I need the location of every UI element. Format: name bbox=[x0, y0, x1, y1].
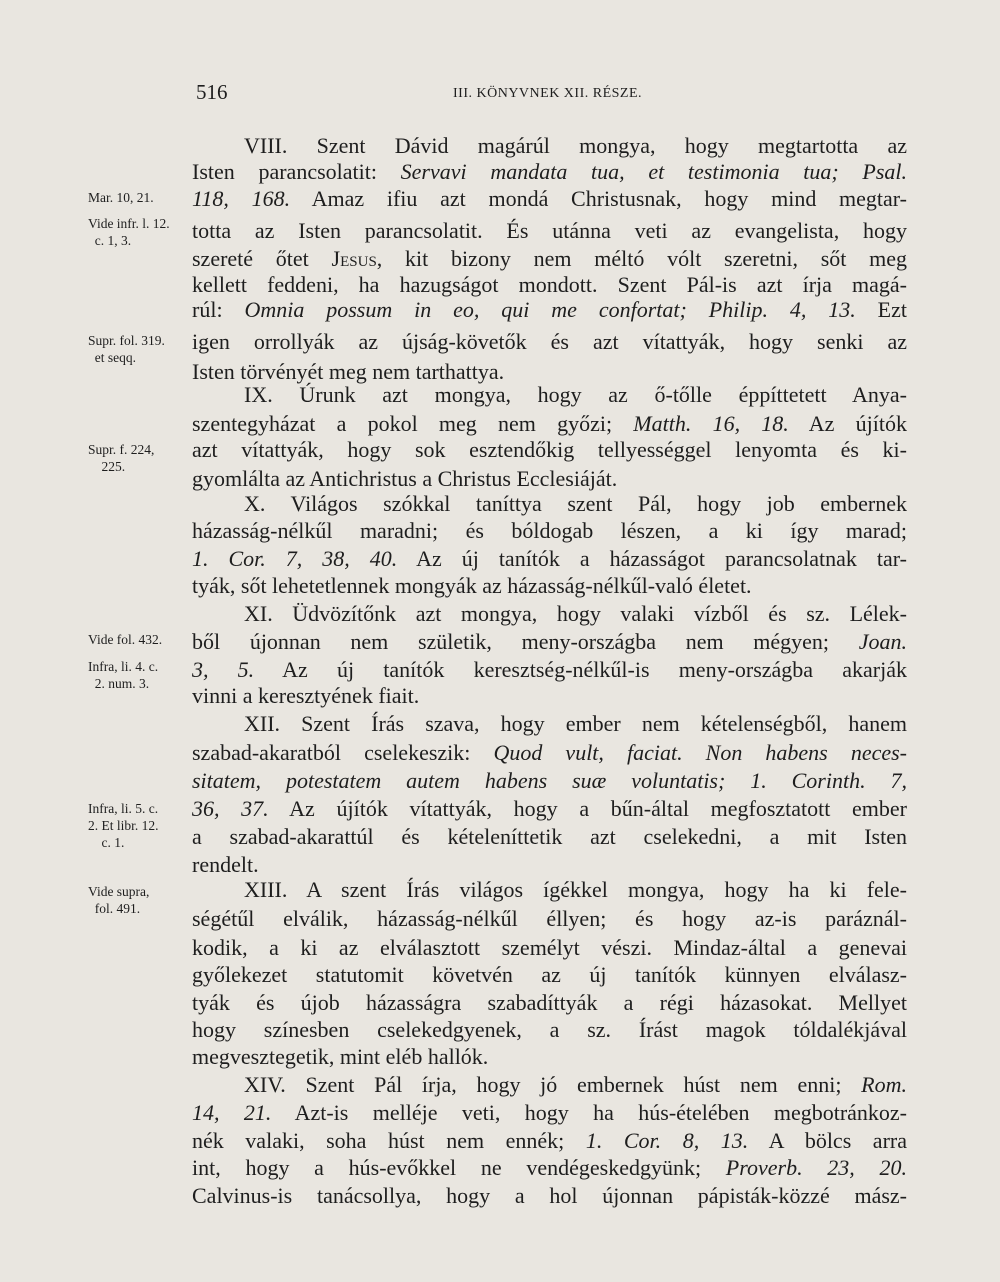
text-line: szabad-akaratból cselekeszik: Quod vult, faciat. Non habens neces- bbox=[192, 740, 907, 765]
text-line: a szabad-akarattúl és kételeníttetik azt cselekedni, a mit Isten bbox=[192, 824, 907, 849]
text-line: 14, 21. Azt-is melléje veti, hogy ha hús-ételében megbotránkoz- bbox=[192, 1100, 908, 1125]
text-line: szereté őtet Jesus, kit bizony nem méltó vólt szeretni, sőt meg bbox=[192, 246, 907, 271]
margin-note: Vide infr. l. 12. c. 1, 3. bbox=[88, 216, 170, 248]
margin-note: Supr. f. 224, 225. bbox=[88, 442, 155, 474]
text-line: ségétűl elválik, házasság-nélkűl éllyen; és hogy az-is paráznál- bbox=[192, 906, 907, 931]
margin-note: Vide supra, fol. 491. bbox=[88, 884, 150, 916]
text-line: rendelt. bbox=[192, 852, 259, 877]
margin-note: Infra, li. 4. c. 2. num. 3. bbox=[88, 659, 159, 691]
text-line: Calvinus-is tanácsollya, hogy a hol újonnan pápisták-közzé mász- bbox=[192, 1183, 907, 1208]
text-line: XIV. Szent Pál írja, hogy jó embernek húst nem enni; Rom. bbox=[244, 1072, 907, 1097]
text-line: vinni a keresztyének fiait. bbox=[192, 683, 420, 708]
text-line: VIII. Szent Dávid magárúl mongya, hogy megtartotta az bbox=[244, 133, 907, 158]
text-line: nék valaki, soha húst nem ennék; 1. Cor. 8, 13. A bölcs arra bbox=[192, 1128, 907, 1153]
text-line: ből újonnan nem születik, meny-országba nem mégyen; Joan. bbox=[192, 629, 907, 654]
text-line: XII. Szent Írás szava, hogy ember nem kételenségből, hanem bbox=[244, 711, 907, 736]
margin-note: Supr. fol. 319. et seqq. bbox=[88, 333, 165, 365]
text-line: házasság-nélkűl maradni; és bóldogab lészen, a ki így marad; bbox=[192, 518, 907, 543]
text-line: rúl: Omnia possum in eo, qui me confortat; Philip. 4, 13. Ezt bbox=[192, 297, 907, 322]
text-line: szentegyházat a pokol meg nem győzi; Matth. 16, 18. Az újítók bbox=[192, 411, 907, 436]
text-line: győlekezet statutomit követvén az új tanítók künnyen elválasz- bbox=[192, 962, 907, 987]
text-line: IX. Úrunk azt mongya, hogy az ő-tőlle éppíttetett Anya- bbox=[244, 382, 907, 407]
text-line: hogy színesben cselekedgyenek, a sz. Írást magok tóldalékjával bbox=[192, 1017, 907, 1042]
margin-note: Infra, li. 5. c. 2. Et libr. 12. c. 1. bbox=[88, 801, 159, 850]
text-line: 3, 5. Az új tanítók keresztség-nélkűl-is meny-országba akarják bbox=[192, 657, 907, 682]
text-line: totta az Isten parancsolatit. És utánna veti az evangelista, hogy bbox=[192, 218, 907, 243]
text-line: kellett feddeni, ha hazugságot mondott. Szent Pál-is azt írja magá- bbox=[192, 272, 907, 297]
text-line: azt vítattyák, hogy sok esztendőkig tellyességgel lenyomta és ki- bbox=[192, 437, 907, 462]
text-line: 36, 37. Az újítók vítattyák, hogy a bűn-által megfosztatott ember bbox=[192, 796, 908, 821]
text-line: 1. Cor. 7, 38, 40. Az új tanítók a házasságot parancsolatnak tar- bbox=[192, 546, 907, 571]
margin-note: Vide fol. 432. bbox=[88, 632, 163, 647]
text-line: XI. Üdvözítőnk azt mongya, hogy valaki vízből és sz. Lélek- bbox=[244, 601, 907, 626]
margin-note: Mar. 10, 21. bbox=[88, 190, 154, 205]
running-head: III. KÖNYVNEK XII. RÉSZE. bbox=[453, 86, 643, 101]
text-line: 118, 168. Amaz ifiu azt mondá Christusnak, hogy mind megtar- bbox=[192, 186, 908, 211]
text-line: Isten parancsolatit: Servavi mandata tua, et testimonia tua; Psal. bbox=[192, 159, 908, 184]
page-header bbox=[0, 80, 1000, 110]
text-line: XIII. A szent Írás világos ígékkel mongya, hogy ha ki fele- bbox=[244, 877, 907, 902]
page-number: 516 bbox=[196, 80, 228, 104]
text-line: sitatem, potestatem autem habens suæ voluntatis; 1. Corinth. 7, bbox=[192, 768, 907, 793]
text-line: gyomlálta az Antichristus a Christus Ecclesiáját. bbox=[192, 466, 618, 491]
text-line: X. Világos szókkal taníttya szent Pál, hogy job embernek bbox=[244, 491, 907, 516]
text-line: megvesztegetik, mint eléb hallók. bbox=[192, 1044, 489, 1069]
text-line: Isten törvényét meg nem tarthattya. bbox=[192, 359, 505, 384]
text-line: tyák, sőt lehetetlennek mongyák az házasság-nélkűl-való életet. bbox=[192, 573, 752, 598]
text-line: igen orrollyák az újság-követők és azt vítattyák, hogy senki az bbox=[192, 329, 907, 354]
text-line: int, hogy a hús-evőkkel ne vendégeskedgyünk; Proverb. 23, 20. bbox=[192, 1155, 907, 1180]
text-line: tyák és újob házasságra szabadíttyák a régi házasokat. Mellyet bbox=[192, 990, 907, 1015]
text-line: kodik, a ki az elválasztott személyt vészi. Mindaz-által a genevai bbox=[192, 935, 907, 960]
